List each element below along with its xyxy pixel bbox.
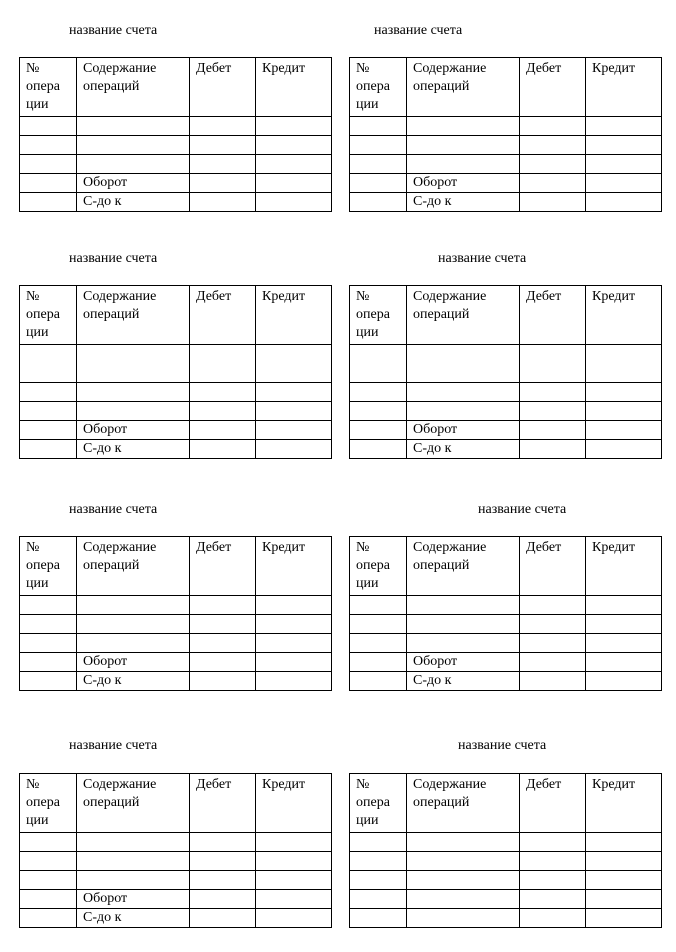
cell-debit [190,402,256,421]
cell-debit [520,155,586,174]
turnover-row [20,174,332,193]
header-operation-number: № опера ции [20,58,77,117]
cell-credit [586,440,662,459]
cell-operation-content [77,852,190,871]
closing-balance-row [20,672,332,691]
cell-operation-content [77,155,190,174]
cell-credit [256,653,332,672]
table-row [350,402,662,421]
cell-debit [190,833,256,852]
row-label: С-до к [407,672,520,691]
table-header-row [20,537,332,596]
cell-debit [190,155,256,174]
cell-debit [520,345,586,383]
cell-credit [256,421,332,440]
cell-operation-content [407,909,520,928]
closing-balance-row [350,440,662,459]
cell-debit [520,596,586,615]
header-operation-content: Содержание операций [407,774,520,833]
turnover-row [20,653,332,672]
row-label: Оборот [77,421,190,440]
cell-operation-content [407,402,520,421]
cell-credit [586,136,662,155]
cell-debit [190,653,256,672]
cell-debit [190,615,256,634]
cell-debit [190,596,256,615]
cell-operation-number [20,871,77,890]
cell-operation-number [350,421,407,440]
cell-operation-number [350,909,407,928]
cell-operation-number [350,402,407,421]
header-operation-content: Содержание операций [77,58,190,117]
account-table [19,285,332,459]
closing-balance-row [350,672,662,691]
cell-operation-number [350,174,407,193]
turnover-row [350,421,662,440]
header-operation-content: Содержание операций [77,774,190,833]
cell-credit [586,383,662,402]
cell-operation-content [77,634,190,653]
cell-operation-number [350,833,407,852]
cell-operation-number [20,136,77,155]
table-row [20,136,332,155]
cell-operation-content [407,136,520,155]
row-label: Оборот [407,653,520,672]
row-label: Оборот [77,653,190,672]
cell-operation-content [77,615,190,634]
account-name-caption: название счета [374,23,463,38]
row-label: Оборот [77,174,190,193]
cell-debit [520,833,586,852]
header-operation-number: № опера ции [20,286,77,345]
cell-debit [520,890,586,909]
cell-debit [520,117,586,136]
cell-debit [520,193,586,212]
cell-operation-content [407,833,520,852]
cell-credit [586,634,662,653]
table-row [350,909,662,928]
row-label: Оборот [407,421,520,440]
table-row [20,634,332,653]
account-name-caption: название счета [438,251,527,266]
cell-operation-number [350,852,407,871]
table-row [350,634,662,653]
cell-operation-content [407,345,520,383]
account-name-caption: название счета [69,23,158,38]
table-row [20,345,332,383]
cell-credit [256,890,332,909]
cell-credit [586,402,662,421]
account-table [19,57,332,212]
header-debit: Дебет [190,58,256,117]
cell-operation-content [77,833,190,852]
table-header-row [350,286,662,345]
row-label: С-до к [407,440,520,459]
header-debit: Дебет [520,774,586,833]
turnover-row [20,890,332,909]
cell-debit [190,672,256,691]
cell-credit [586,345,662,383]
cell-operation-content [407,596,520,615]
cell-debit [520,174,586,193]
row-label: С-до к [77,909,190,928]
cell-credit [586,871,662,890]
cell-credit [586,421,662,440]
cell-operation-number [20,193,77,212]
cell-operation-content [77,345,190,383]
cell-debit [520,383,586,402]
table-header-row [350,537,662,596]
header-debit: Дебет [190,537,256,596]
table-row [350,117,662,136]
cell-operation-content [407,890,520,909]
cell-operation-number [20,421,77,440]
cell-debit [520,136,586,155]
cell-credit [586,852,662,871]
cell-debit [520,852,586,871]
header-debit: Дебет [190,774,256,833]
header-debit: Дебет [520,286,586,345]
cell-operation-number [350,117,407,136]
cell-credit [256,909,332,928]
header-operation-number: № опера ции [20,537,77,596]
cell-credit [586,890,662,909]
cell-debit [190,852,256,871]
cell-operation-number [350,634,407,653]
table-row [20,155,332,174]
cell-debit [190,421,256,440]
closing-balance-row [20,909,332,928]
cell-operation-content [77,871,190,890]
table-row [350,345,662,383]
turnover-row [350,653,662,672]
cell-debit [190,440,256,459]
table-row [350,871,662,890]
cell-credit [256,136,332,155]
cell-operation-number [350,871,407,890]
header-debit: Дебет [520,58,586,117]
cell-credit [256,871,332,890]
turnover-row [20,421,332,440]
row-label: С-до к [77,672,190,691]
cell-debit [520,909,586,928]
header-operation-content: Содержание операций [407,537,520,596]
cell-operation-content [407,852,520,871]
cell-operation-number [20,174,77,193]
account-name-caption: название счета [69,251,158,266]
cell-operation-number [20,852,77,871]
cell-operation-number [350,383,407,402]
table-row [350,596,662,615]
cell-debit [190,634,256,653]
cell-operation-number [350,653,407,672]
table-header-row [20,58,332,117]
cell-credit [256,596,332,615]
closing-balance-row [20,440,332,459]
cell-debit [190,345,256,383]
cell-debit [190,174,256,193]
table-header-row [20,286,332,345]
table-row [350,833,662,852]
header-operation-number: № опера ции [350,58,407,117]
account-name-caption: название счета [69,738,158,753]
cell-operation-number [350,672,407,691]
cell-credit [256,852,332,871]
table-row [350,383,662,402]
cell-debit [520,402,586,421]
cell-debit [190,117,256,136]
cell-credit [586,653,662,672]
cell-debit [190,383,256,402]
header-debit: Дебет [520,537,586,596]
cell-credit [256,672,332,691]
row-label: С-до к [77,193,190,212]
cell-operation-number [20,615,77,634]
cell-operation-content [77,383,190,402]
account-table [349,57,662,212]
header-operation-number: № опера ции [20,774,77,833]
cell-credit [586,615,662,634]
cell-operation-number [350,615,407,634]
cell-operation-number [20,383,77,402]
cell-operation-number [20,117,77,136]
cell-debit [190,193,256,212]
cell-operation-number [20,890,77,909]
cell-operation-number [350,193,407,212]
cell-operation-content [77,596,190,615]
row-label: Оборот [77,890,190,909]
cell-operation-number [20,402,77,421]
cell-credit [256,193,332,212]
cell-operation-number [20,155,77,174]
table-row [20,383,332,402]
header-operation-number: № опера ции [350,774,407,833]
header-operation-content: Содержание операций [77,537,190,596]
cell-debit [190,890,256,909]
table-row [350,890,662,909]
table-row [350,155,662,174]
cell-debit [520,672,586,691]
header-credit: Кредит [586,286,662,345]
header-credit: Кредит [256,58,332,117]
cell-debit [520,421,586,440]
account-table [19,773,332,928]
cell-operation-content [77,402,190,421]
table-header-row [20,774,332,833]
cell-credit [256,440,332,459]
cell-operation-number [20,672,77,691]
header-debit: Дебет [190,286,256,345]
row-label: Оборот [407,174,520,193]
table-header-row [350,58,662,117]
table-row [20,852,332,871]
account-name-caption: название счета [458,738,547,753]
cell-operation-number [20,653,77,672]
cell-operation-content [407,155,520,174]
cell-credit [586,174,662,193]
row-label: С-до к [407,193,520,212]
cell-debit [520,634,586,653]
header-operation-number: № опера ции [350,286,407,345]
cell-debit [190,909,256,928]
cell-operation-number [20,634,77,653]
cell-credit [586,155,662,174]
header-credit: Кредит [586,58,662,117]
account-name-caption: название счета [478,502,567,517]
cell-operation-content [77,117,190,136]
table-row [350,852,662,871]
cell-credit [256,383,332,402]
account-table [349,773,662,928]
header-credit: Кредит [586,774,662,833]
header-operation-content: Содержание операций [407,286,520,345]
header-operation-number: № опера ции [350,537,407,596]
account-name-caption: название счета [69,502,158,517]
table-row [20,833,332,852]
cell-operation-number [350,596,407,615]
account-table [349,285,662,459]
cell-credit [256,117,332,136]
cell-credit [256,174,332,193]
cell-credit [586,833,662,852]
cell-debit [520,871,586,890]
cell-operation-number [20,833,77,852]
header-credit: Кредит [586,537,662,596]
cell-operation-number [20,440,77,459]
table-row [350,615,662,634]
cell-debit [190,136,256,155]
cell-operation-content [407,634,520,653]
cell-operation-content [407,615,520,634]
cell-operation-number [350,345,407,383]
cell-operation-number [20,345,77,383]
cell-credit [586,117,662,136]
account-table [349,536,662,691]
cell-debit [190,871,256,890]
cell-credit [586,596,662,615]
cell-credit [256,634,332,653]
turnover-row [350,174,662,193]
closing-balance-row [350,193,662,212]
cell-operation-number [350,440,407,459]
cell-operation-number [20,909,77,928]
cell-operation-number [350,890,407,909]
table-row [20,596,332,615]
cell-operation-content [407,117,520,136]
cell-operation-content [407,383,520,402]
cell-credit [586,672,662,691]
closing-balance-row [20,193,332,212]
table-row [20,871,332,890]
cell-operation-content [77,136,190,155]
header-credit: Кредит [256,537,332,596]
header-operation-content: Содержание операций [407,58,520,117]
table-row [350,136,662,155]
cell-operation-number [20,596,77,615]
header-credit: Кредит [256,286,332,345]
cell-credit [256,345,332,383]
cell-debit [520,440,586,459]
cell-credit [586,909,662,928]
cell-credit [256,155,332,174]
cell-credit [256,833,332,852]
cell-credit [256,615,332,634]
account-table [19,536,332,691]
table-header-row [350,774,662,833]
cell-credit [256,402,332,421]
header-operation-content: Содержание операций [77,286,190,345]
cell-operation-number [350,155,407,174]
cell-credit [586,193,662,212]
table-row [20,117,332,136]
cell-debit [520,615,586,634]
header-credit: Кредит [256,774,332,833]
cell-operation-content [407,871,520,890]
table-row [20,402,332,421]
table-row [20,615,332,634]
row-label: С-до к [77,440,190,459]
cell-operation-number [350,136,407,155]
cell-debit [520,653,586,672]
